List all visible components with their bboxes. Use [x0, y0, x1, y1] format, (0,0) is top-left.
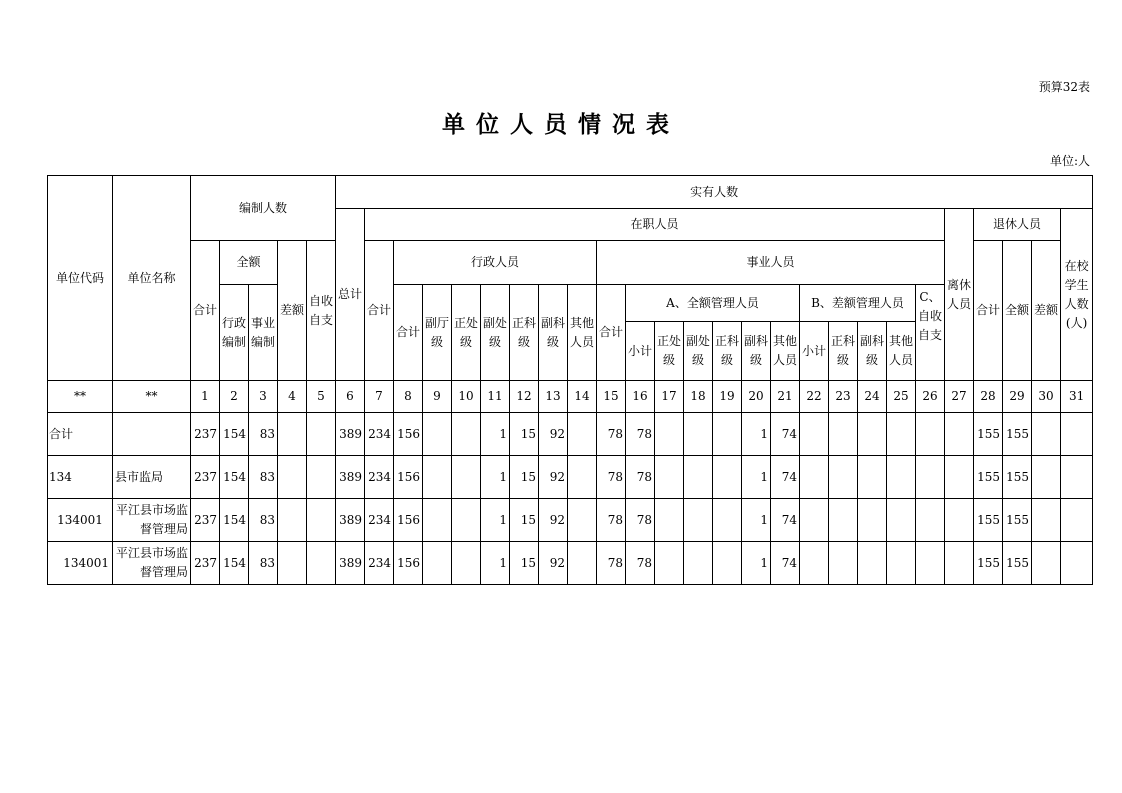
value-cell: 154 [220, 499, 249, 542]
value-cell: 234 [365, 413, 394, 456]
index-cell: 16 [626, 381, 655, 413]
index-cell: 12 [510, 381, 539, 413]
header-c-zishou: C、自收自支 [916, 285, 945, 381]
value-cell [887, 413, 916, 456]
value-cell [568, 413, 597, 456]
index-cell: 24 [858, 381, 887, 413]
index-cell: 21 [771, 381, 800, 413]
header-a-qita: 其他人员 [771, 322, 800, 381]
header-tuixiu-quane: 全额 [1003, 241, 1032, 381]
table-row [48, 542, 1093, 585]
value-cell: 74 [771, 456, 800, 499]
value-cell: 92 [539, 499, 568, 542]
index-cell: 23 [829, 381, 858, 413]
value-cell: 389 [336, 456, 365, 499]
value-cell: 155 [974, 456, 1003, 499]
value-cell [423, 499, 452, 542]
value-cell: 78 [626, 413, 655, 456]
value-cell: 1 [742, 499, 771, 542]
header-a-xiaoji: 小计 [626, 322, 655, 381]
value-cell [800, 542, 829, 585]
page-title: 单位人员情况表 [442, 111, 680, 138]
value-cell: 92 [539, 542, 568, 585]
value-cell [423, 456, 452, 499]
value-cell: 15 [510, 542, 539, 585]
value-cell [655, 542, 684, 585]
unit-name-cell: 平江县市场监督管理局 [113, 542, 191, 585]
unit-note: 单位:人 [1049, 154, 1090, 168]
index-cell: 20 [742, 381, 771, 413]
value-cell: 155 [974, 413, 1003, 456]
value-cell [858, 413, 887, 456]
unit-name-cell: 平江县市场监督管理局 [113, 499, 191, 542]
value-cell [1032, 413, 1061, 456]
header-zaizhi: 在职人员 [365, 209, 945, 241]
header-b-zhengke: 正科级 [829, 322, 858, 381]
header-zaizhi-heji: 合计 [365, 241, 394, 381]
index-cell: 6 [336, 381, 365, 413]
index-cell: 9 [423, 381, 452, 413]
value-cell: 156 [394, 499, 423, 542]
header-tuixiu: 退休人员 [974, 209, 1061, 241]
value-cell [887, 542, 916, 585]
value-cell: 237 [191, 542, 220, 585]
value-cell [945, 456, 974, 499]
value-cell: 15 [510, 413, 539, 456]
value-cell [655, 499, 684, 542]
value-cell [1061, 413, 1093, 456]
value-cell [1061, 456, 1093, 499]
header-xz-qita: 其他人员 [568, 285, 597, 381]
header-unit-code: 单位代码 [48, 176, 113, 381]
header-a-zhengke: 正科级 [713, 322, 742, 381]
header-b-xiaoji: 小计 [800, 322, 829, 381]
index-cell: 14 [568, 381, 597, 413]
value-cell [278, 542, 307, 585]
value-cell [916, 542, 945, 585]
index-cell: 30 [1032, 381, 1061, 413]
value-cell [713, 413, 742, 456]
value-cell: 92 [539, 456, 568, 499]
value-cell: 154 [220, 413, 249, 456]
value-cell: 154 [220, 456, 249, 499]
value-cell: 155 [974, 499, 1003, 542]
index-cell: 31 [1061, 381, 1093, 413]
value-cell [1061, 542, 1093, 585]
unit-name-cell [113, 413, 191, 456]
header-unit-name: 单位名称 [113, 176, 191, 381]
value-cell: 234 [365, 456, 394, 499]
value-cell: 154 [220, 542, 249, 585]
value-cell: 237 [191, 413, 220, 456]
header-xz-zhengchu: 正处级 [452, 285, 481, 381]
value-cell [829, 456, 858, 499]
header-bianzhi-heji: 合计 [191, 241, 220, 381]
header-a-fuke: 副科级 [742, 322, 771, 381]
value-cell [655, 413, 684, 456]
value-cell [713, 456, 742, 499]
index-cell: 27 [945, 381, 974, 413]
value-cell [307, 499, 336, 542]
value-cell: 74 [771, 542, 800, 585]
index-cell: 28 [974, 381, 1003, 413]
value-cell [829, 499, 858, 542]
header-lixiu: 离休人员 [945, 209, 974, 381]
value-cell [684, 499, 713, 542]
header-tuixiu-heji: 合计 [974, 241, 1003, 381]
value-cell: 74 [771, 413, 800, 456]
value-cell [829, 413, 858, 456]
value-cell: 389 [336, 542, 365, 585]
value-cell [1032, 542, 1061, 585]
unit-code-cell: 134001 [48, 542, 113, 585]
header-zishou: 自收自支 [307, 241, 336, 381]
value-cell: 15 [510, 499, 539, 542]
value-cell: 155 [1003, 542, 1032, 585]
value-cell: 78 [597, 413, 626, 456]
value-cell: 83 [249, 542, 278, 585]
value-cell [452, 499, 481, 542]
value-cell: 1 [742, 413, 771, 456]
value-cell: 1 [742, 542, 771, 585]
header-bianzhi: 编制人数 [191, 176, 336, 241]
value-cell [307, 542, 336, 585]
header-b-qita: 其他人员 [887, 322, 916, 381]
value-cell: 78 [597, 499, 626, 542]
value-cell [278, 413, 307, 456]
value-cell: 92 [539, 413, 568, 456]
value-cell: 237 [191, 499, 220, 542]
table-row [48, 499, 1093, 542]
value-cell [800, 456, 829, 499]
value-cell [452, 542, 481, 585]
value-cell [278, 499, 307, 542]
header-b-chae-guanli: B、差额管理人员 [800, 285, 916, 322]
value-cell: 83 [249, 456, 278, 499]
value-cell [887, 499, 916, 542]
data-rows [48, 413, 1093, 585]
value-cell: 155 [1003, 413, 1032, 456]
index-cell: 18 [684, 381, 713, 413]
index-cell: 1 [191, 381, 220, 413]
value-cell: 156 [394, 542, 423, 585]
header-actual: 实有人数 [336, 176, 1093, 209]
index-cell: 8 [394, 381, 423, 413]
value-cell: 237 [191, 456, 220, 499]
value-cell [307, 456, 336, 499]
index-cell: 10 [452, 381, 481, 413]
index-cell: 2 [220, 381, 249, 413]
value-cell [858, 456, 887, 499]
form-number: 预算32表 [1038, 80, 1090, 94]
value-cell: 155 [1003, 499, 1032, 542]
table-row [48, 456, 1093, 499]
value-cell: 1 [742, 456, 771, 499]
unit-name-cell: 县市监局 [113, 456, 191, 499]
value-cell: 155 [974, 542, 1003, 585]
value-cell [858, 499, 887, 542]
value-cell: 234 [365, 542, 394, 585]
unit-code-cell: 134 [48, 456, 113, 499]
value-cell: 1 [481, 456, 510, 499]
value-cell [800, 413, 829, 456]
value-cell [945, 542, 974, 585]
value-cell [1061, 499, 1093, 542]
value-cell: 156 [394, 413, 423, 456]
index-cell: 13 [539, 381, 568, 413]
index-cell: 26 [916, 381, 945, 413]
value-cell: 78 [597, 542, 626, 585]
header-sy-heji: 合计 [597, 285, 626, 381]
value-cell: 1 [481, 499, 510, 542]
header-zongji: 总计 [336, 209, 365, 381]
staff-table [47, 175, 1093, 585]
index-row [48, 381, 1093, 413]
value-cell: 389 [336, 499, 365, 542]
value-cell [1032, 456, 1061, 499]
header-xingzheng-bianzhi: 行政编制 [220, 285, 249, 381]
index-cell: 25 [887, 381, 916, 413]
value-cell [568, 456, 597, 499]
value-cell [568, 542, 597, 585]
unit-code-cell: 134001 [48, 499, 113, 542]
header-b-fuke: 副科级 [858, 322, 887, 381]
header-shiye-renyuan: 事业人员 [597, 241, 945, 285]
index-cell: ** [48, 381, 113, 413]
unit-code-cell: 合计 [48, 413, 113, 456]
value-cell: 78 [626, 499, 655, 542]
value-cell [800, 499, 829, 542]
index-cell: ** [113, 381, 191, 413]
value-cell [307, 413, 336, 456]
value-cell [713, 499, 742, 542]
value-cell: 156 [394, 456, 423, 499]
value-cell [945, 499, 974, 542]
index-cell: 22 [800, 381, 829, 413]
value-cell [1032, 499, 1061, 542]
header-xz-fuke: 副科级 [539, 285, 568, 381]
table-row [48, 413, 1093, 456]
value-cell [916, 456, 945, 499]
index-cell: 11 [481, 381, 510, 413]
value-cell: 1 [481, 413, 510, 456]
value-cell [684, 456, 713, 499]
value-cell [684, 542, 713, 585]
value-cell: 1 [481, 542, 510, 585]
header-chae: 差额 [278, 241, 307, 381]
value-cell [423, 542, 452, 585]
index-cell: 15 [597, 381, 626, 413]
value-cell [829, 542, 858, 585]
value-cell [452, 456, 481, 499]
header-futing: 副厅级 [423, 285, 452, 381]
value-cell: 155 [1003, 456, 1032, 499]
value-cell [858, 542, 887, 585]
index-cell: 4 [278, 381, 307, 413]
value-cell [452, 413, 481, 456]
value-cell: 83 [249, 499, 278, 542]
header-xz-zhengke: 正科级 [510, 285, 539, 381]
value-cell [278, 456, 307, 499]
header-xz-fuchu: 副处级 [481, 285, 510, 381]
value-cell: 234 [365, 499, 394, 542]
value-cell: 74 [771, 499, 800, 542]
header-xz-heji: 合计 [394, 285, 423, 381]
header-students: 在校学生人数(人) [1061, 209, 1093, 381]
value-cell [568, 499, 597, 542]
header-a-quane-guanli: A、全额管理人员 [626, 285, 800, 322]
value-cell [655, 456, 684, 499]
header-a-fuchu: 副处级 [684, 322, 713, 381]
value-cell [713, 542, 742, 585]
value-cell [916, 499, 945, 542]
value-cell [945, 413, 974, 456]
value-cell: 15 [510, 456, 539, 499]
value-cell: 389 [336, 413, 365, 456]
value-cell [684, 413, 713, 456]
header-shiye-bianzhi: 事业编制 [249, 285, 278, 381]
index-cell: 29 [1003, 381, 1032, 413]
index-cell: 7 [365, 381, 394, 413]
value-cell [916, 413, 945, 456]
header-tuixiu-chae: 差额 [1032, 241, 1061, 381]
index-cell: 19 [713, 381, 742, 413]
index-cell: 3 [249, 381, 278, 413]
value-cell: 78 [597, 456, 626, 499]
header-quane: 全额 [220, 241, 278, 285]
index-cell: 17 [655, 381, 684, 413]
header-a-zhengchu: 正处级 [655, 322, 684, 381]
value-cell: 83 [249, 413, 278, 456]
value-cell [887, 456, 916, 499]
value-cell [423, 413, 452, 456]
index-cell: 5 [307, 381, 336, 413]
header-xingzheng-renyuan: 行政人员 [394, 241, 597, 285]
value-cell: 78 [626, 542, 655, 585]
value-cell: 78 [626, 456, 655, 499]
